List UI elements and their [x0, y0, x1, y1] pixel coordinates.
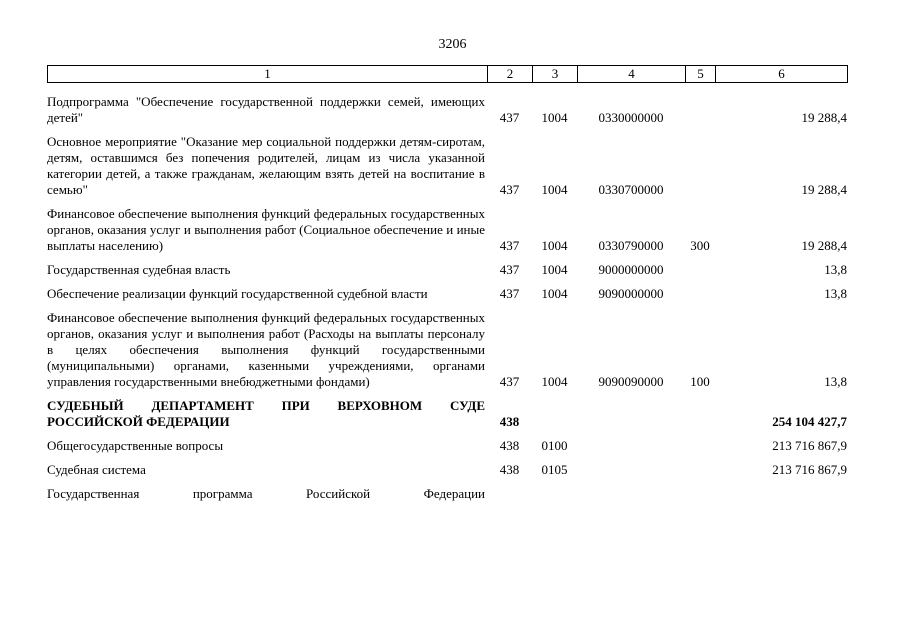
row-ministry-code: 437: [499, 182, 520, 197]
column-header-2: 2: [488, 66, 533, 83]
row-item-name: Государственная программа Российской Федерации: [47, 486, 485, 501]
row-section-code: 1004: [541, 182, 568, 197]
column-header-table: [47, 65, 848, 83]
row-amount: 13,8: [824, 286, 847, 301]
row-item-name: Государственная судебная власть: [47, 262, 231, 277]
row-item-name: Финансовое обеспечение выполнения функций федеральных государственных органов, оказания услуг и выполнения работ (Расходы на выплаты персоналу в целях обеспечения выполнения функций государственными (муниципальными) органами, казенными учреждениями, органами управления государственными внебюджетными фондами): [47, 310, 485, 389]
row-item-name: Общегосударственные вопросы: [47, 438, 224, 453]
row-target-code: 9000000000: [598, 262, 664, 277]
row-item-name: СУДЕБНЫЙ ДЕПАРТАМЕНТ ПРИ ВЕРХОВНОМ СУДЕ РОССИЙСКОЙ ФЕДЕРАЦИИ: [47, 398, 485, 429]
table-row: [47, 206, 847, 254]
table-row: [47, 310, 847, 390]
budget-table-body: [47, 94, 847, 510]
row-ministry-code: 438: [499, 438, 520, 453]
column-header-1: 1: [48, 66, 488, 83]
table-row: [47, 438, 847, 454]
row-amount: 13,8: [824, 262, 847, 277]
row-section-code: 1004: [541, 238, 568, 253]
row-ministry-code: 437: [499, 374, 520, 389]
row-target-code: 9090000000: [598, 286, 664, 301]
row-target-code: 9090090000: [598, 374, 664, 389]
row-amount: 213 716 867,9: [772, 462, 847, 477]
row-ministry-code: 437: [499, 262, 520, 277]
column-header-3: 3: [533, 66, 578, 83]
row-section-code: 0100: [541, 438, 568, 453]
row-target-code: 0330000000: [598, 110, 664, 125]
table-row: [47, 462, 847, 478]
column-header-row: [48, 66, 848, 83]
row-ministry-code: 438: [499, 462, 520, 477]
row-item-name: Основное мероприятие "Оказание мер социальной поддержки детям-сиротам, детям, оставшимся без попечения родителей, лицам из числа указанной категории детей, а также гражданам, желающим взять детей на воспитание в семью": [47, 134, 485, 197]
row-target-code: 0330700000: [598, 182, 664, 197]
row-target-code: 0330790000: [598, 238, 664, 253]
table-row-continued: [47, 486, 847, 502]
row-amount: 19 288,4: [801, 238, 847, 253]
row-amount: 19 288,4: [801, 182, 847, 197]
table-row: [47, 134, 847, 198]
row-section-code: 1004: [541, 374, 568, 389]
row-item-name: Судебная система: [47, 462, 146, 477]
column-header-6: 6: [716, 66, 848, 83]
column-header-4: 4: [578, 66, 686, 83]
row-section-code: 1004: [541, 262, 568, 277]
row-ministry-code: 437: [499, 286, 520, 301]
page-number: 3206: [438, 37, 467, 52]
table-row-bold: [47, 398, 847, 430]
row-amount: 13,8: [824, 374, 847, 389]
row-amount: 19 288,4: [801, 110, 847, 125]
row-item-name: Обеспечение реализации функций государственной судебной власти: [47, 286, 428, 301]
row-amount: 213 716 867,9: [772, 438, 847, 453]
row-expense-type: 100: [690, 374, 710, 389]
row-ministry-code: 437: [499, 110, 520, 125]
table-row: [47, 286, 847, 302]
table-row: [47, 262, 847, 278]
row-ministry-code: 438: [499, 414, 520, 429]
row-section-code: 1004: [541, 286, 568, 301]
row-item-name: Финансовое обеспечение выполнения функций федеральных государственных органов, оказания услуг и выполнения работ (Социальное обеспечение и иные выплаты населению): [47, 206, 485, 253]
row-expense-type: 300: [690, 238, 710, 253]
row-item-name: Подпрограмма "Обеспечение государственной поддержки семей, имеющих детей": [47, 94, 485, 125]
table-row: [47, 94, 847, 126]
row-section-code: 1004: [541, 110, 568, 125]
row-ministry-code: 437: [499, 238, 520, 253]
column-header-5: 5: [686, 66, 716, 83]
row-section-code: 0105: [541, 462, 568, 477]
row-amount: 254 104 427,7: [772, 414, 847, 429]
